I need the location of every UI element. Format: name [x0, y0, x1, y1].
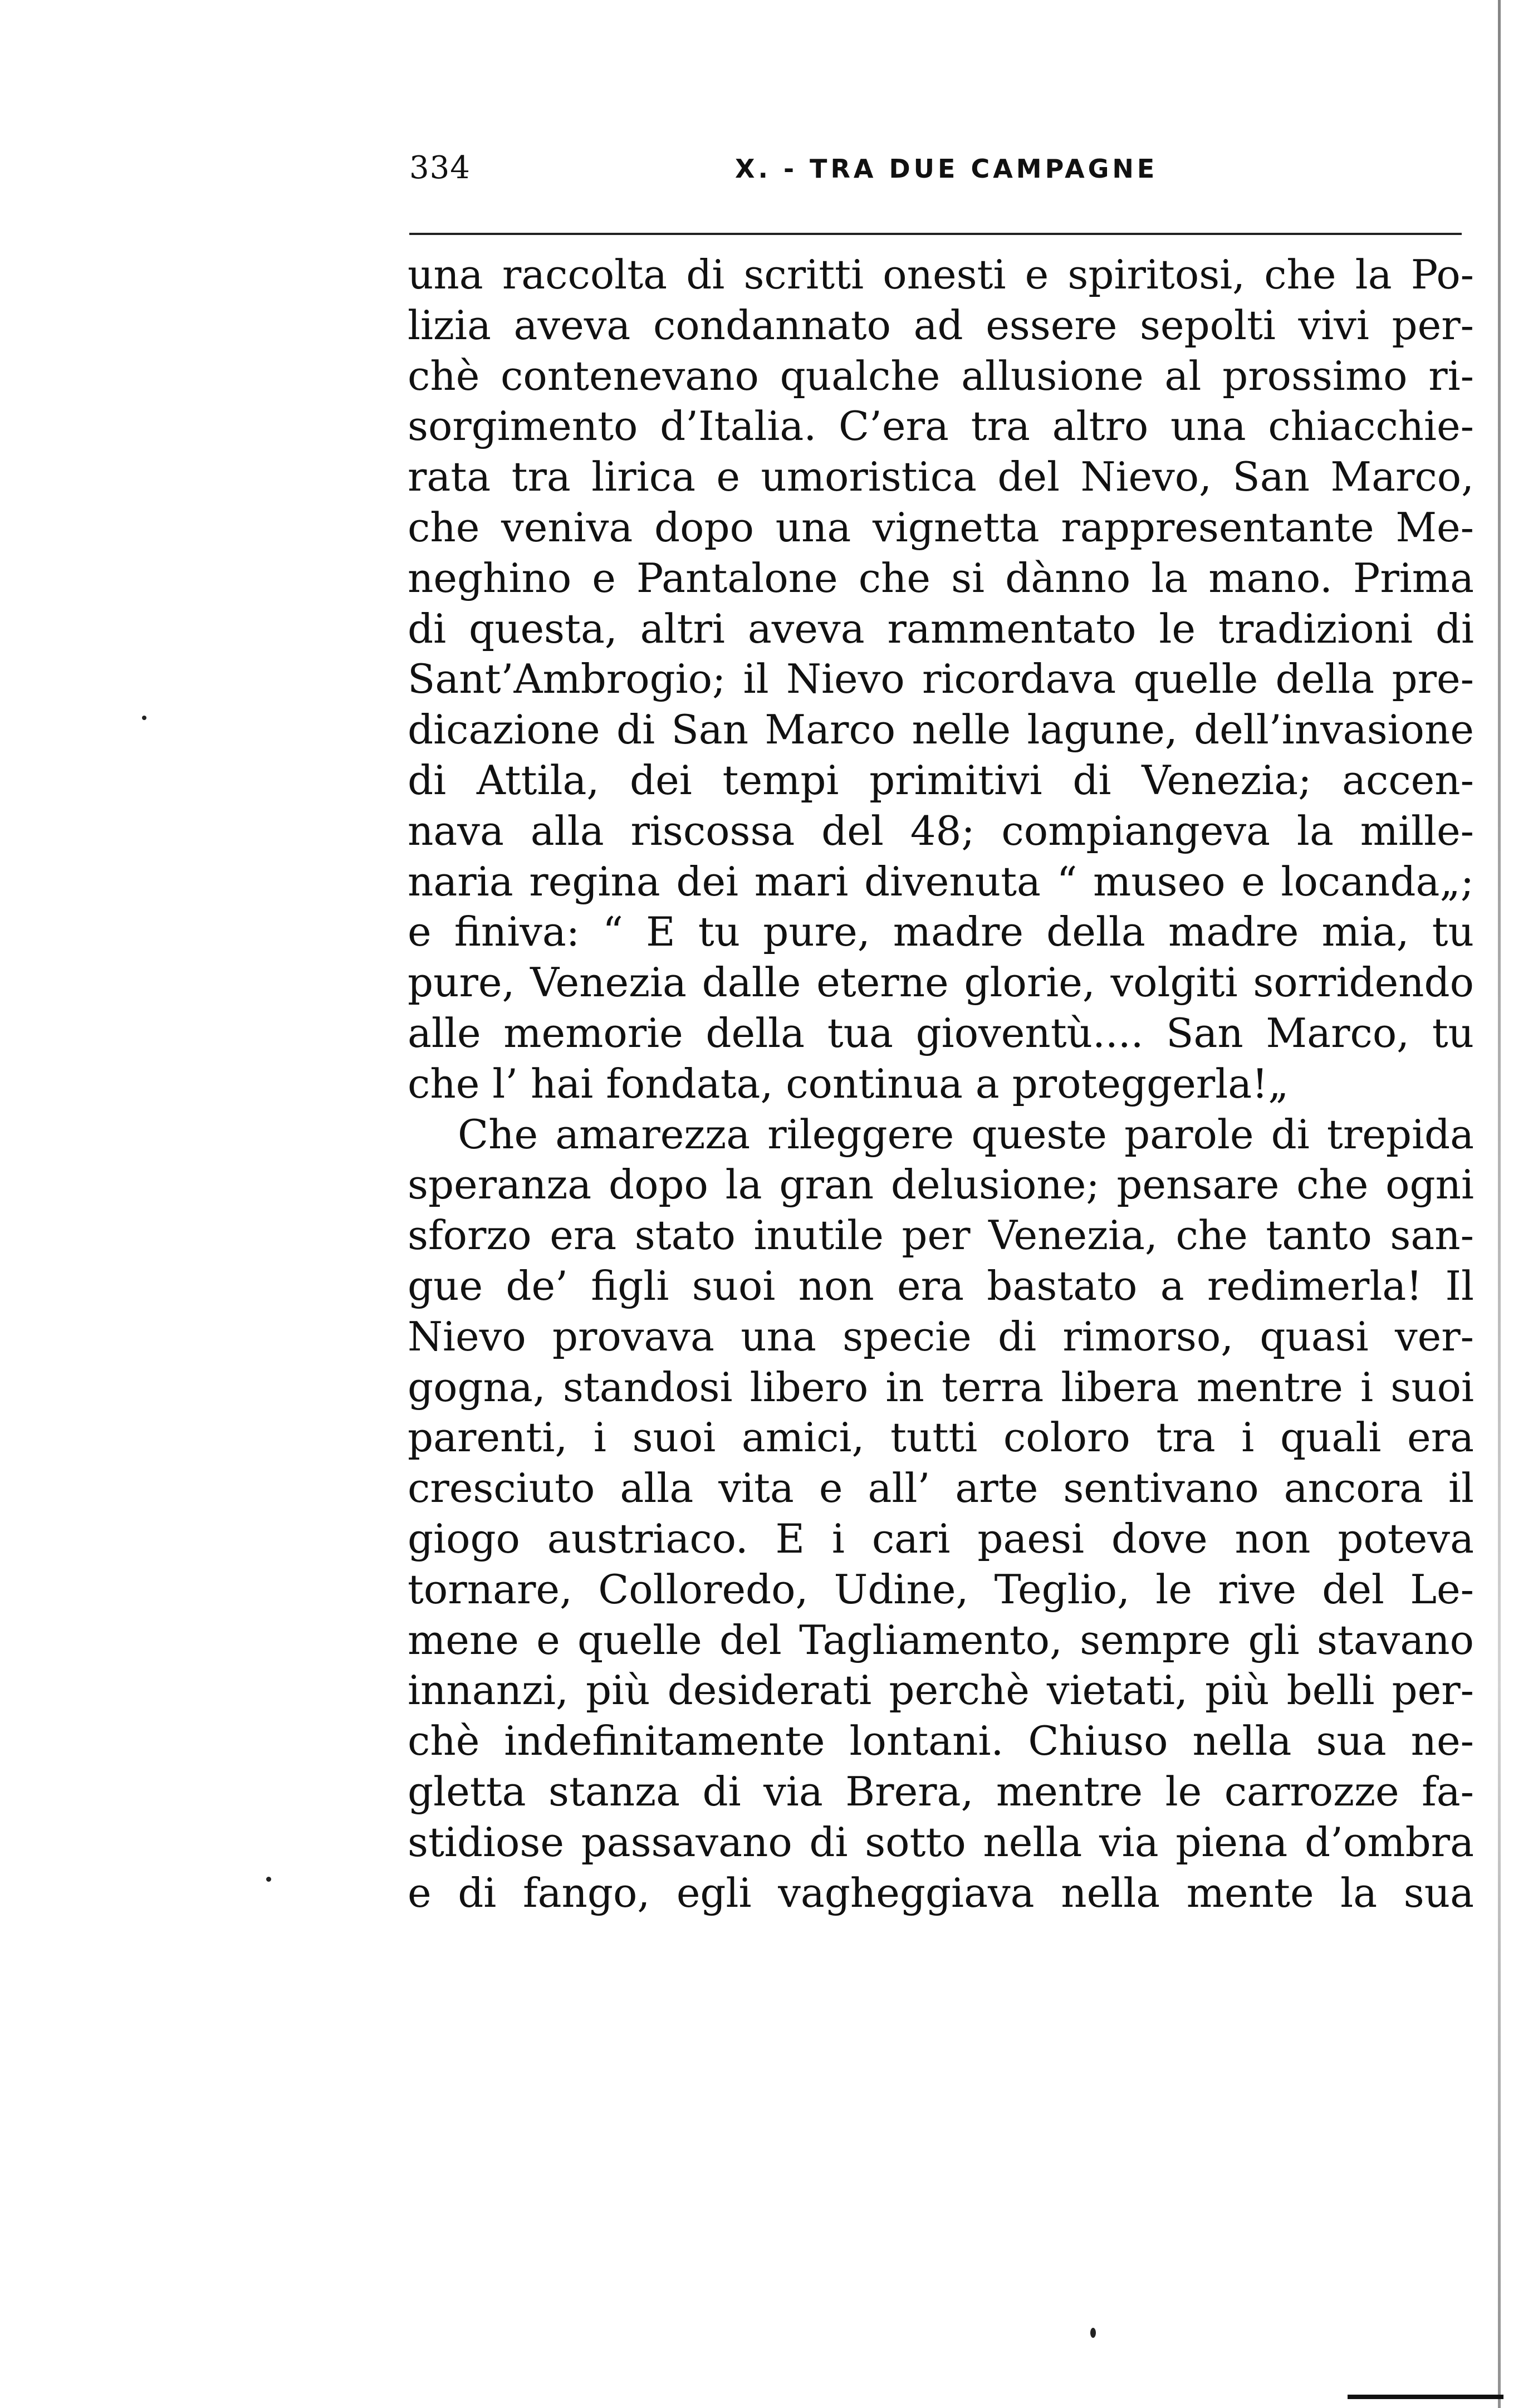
text-line: pure, Venezia dalle eterne glorie, volgiti sorridendo [408, 959, 1474, 1006]
text-line: cresciuto alla vita e all’ arte sentivano ancora il [408, 1465, 1474, 1512]
text-line: parenti, i suoi amici, tutti coloro tra i quali era [408, 1414, 1474, 1461]
scan-speck [142, 716, 146, 720]
text-line: chè indefinitamente lontani. Chiuso nella sua ne- [408, 1717, 1474, 1765]
text-line: gogna, standosi libero in terra libera mentre i suoi [408, 1363, 1474, 1411]
text-line: tornare, Colloredo, Udine, Teglio, le rive del Le- [408, 1565, 1474, 1613]
text-line: gue de’ figli suoi non era bastato a redimerla! Il [408, 1262, 1474, 1309]
text-line: speranza dopo la gran delusione; pensare che ogni [408, 1161, 1474, 1208]
text-line: di Attila, dei tempi primitivi di Venezia; accen- [408, 756, 1474, 804]
text-line: e di fango, egli vagheggiava nella mente la sua [408, 1869, 1474, 1916]
text-line: che l’ hai fondata, continua a proteggerla!„ [408, 1060, 1289, 1107]
text-line: una raccolta di scritti onesti e spiritosi, che la Po- [408, 251, 1474, 298]
text-line: di questa, altri aveva rammentato le tradizioni di [408, 605, 1474, 652]
text-line: mene e quelle del Tagliamento, sempre gli stavano [408, 1616, 1474, 1663]
text-line: neghino e Pantalone che si dànno la mano. Prima [408, 554, 1474, 601]
page-header [409, 146, 1464, 190]
header-rule [409, 233, 1462, 235]
text-line: Che amarezza rileggere queste parole di trepida [458, 1110, 1474, 1158]
scan-page-edge [1498, 0, 1501, 2408]
scan-speck [1090, 2328, 1096, 2338]
page-number: 334 [409, 150, 471, 186]
text-line: nava alla riscossa del 48; compiangeva la mille- [408, 807, 1474, 854]
text-line: rata tra lirica e umoristica del Nievo, San Marco, [408, 453, 1474, 501]
body-text [408, 249, 1474, 1918]
text-line: Sant’Ambrogio; il Nievo ricordava quelle della pre- [408, 655, 1474, 703]
text-line: sorgimento d’Italia. C’era tra altro una chiacchie- [408, 403, 1474, 450]
text-line: e finiva: “ E tu pure, madre della madre mia, tu [408, 908, 1474, 956]
text-line: dicazione di San Marco nelle lagune, dell’invasione [408, 706, 1474, 753]
text-line: sforzo era stato inutile per Venezia, che tanto san- [408, 1212, 1474, 1259]
text-line: gletta stanza di via Brera, mentre le carrozze fa- [408, 1768, 1474, 1815]
text-line: Nievo provava una specie di rimorso, quasi ver- [408, 1313, 1474, 1360]
text-line: che veniva dopo una vignetta rappresentante Me- [408, 503, 1474, 551]
scan-edge-mark [1348, 2395, 1503, 2399]
text-line: giogo austriaco. E i cari paesi dove non poteva [408, 1515, 1474, 1562]
text-line: alle memorie della tua gioventù.... San Marco, tu [408, 1009, 1474, 1056]
text-line: innanzi, più desiderati perchè vietati, più belli per- [408, 1667, 1474, 1714]
text-line: chè contenevano qualche allusione al prossimo ri- [408, 352, 1474, 399]
scan-speck [266, 1877, 271, 1882]
running-title: X. - TRA DUE CAMPAGNE [735, 154, 1158, 184]
text-line: lizia aveva condannato ad essere sepolti vivi per- [408, 301, 1474, 349]
text-line: stidiose passavano di sotto nella via piena d’ombra [408, 1818, 1474, 1866]
text-line: naria regina dei mari divenuta “ museo e locanda„; [408, 858, 1474, 905]
